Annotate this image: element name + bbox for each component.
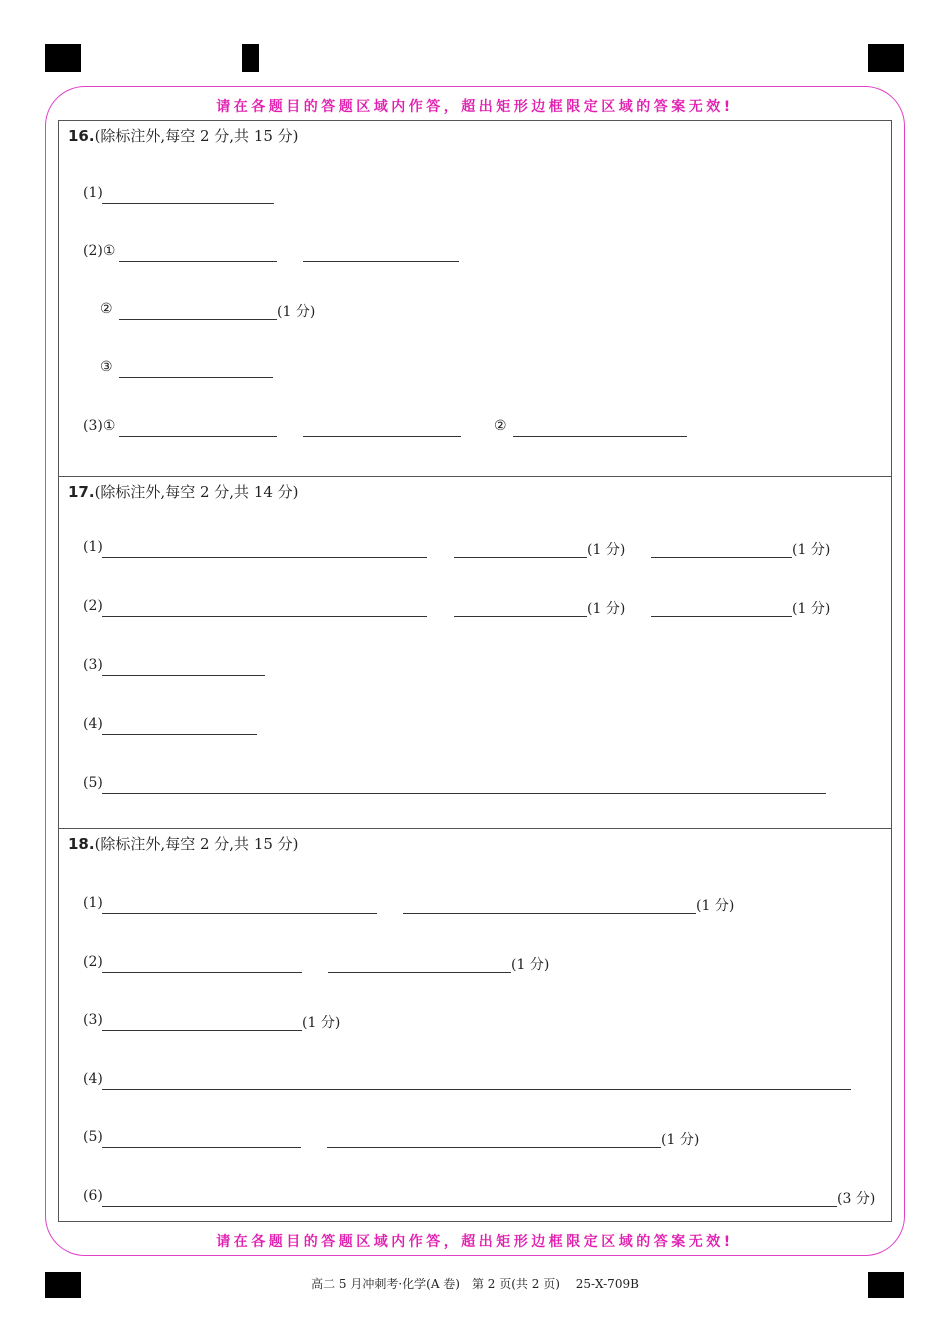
instruction-bottom: 请在各题目的答题区域内作答，超出矩形边框限定区域的答案无效!	[216, 1234, 734, 1250]
answer-blank[interactable]	[119, 377, 273, 378]
instruction-top: 请在各题目的答题区域内作答，超出矩形边框限定区域的答案无效!	[216, 99, 734, 115]
row-label: ②	[100, 301, 113, 317]
registration-mark-top-left	[45, 44, 81, 72]
question-18-header	[68, 833, 299, 854]
question-16-header	[68, 125, 299, 146]
row-label: ②	[494, 418, 507, 434]
answer-blank[interactable]	[102, 1089, 851, 1090]
answer-blank[interactable]	[651, 557, 792, 558]
answer-blank[interactable]	[102, 972, 302, 973]
row-label: (1)	[83, 539, 103, 555]
row-label: (2)①	[83, 243, 116, 259]
row-label: (5)	[83, 1129, 103, 1145]
points-label: (1 分)	[661, 1132, 700, 1148]
row-label: (4)	[83, 1071, 103, 1087]
row-label: (5)	[83, 775, 103, 791]
question-note: (除标注外,每空 2 分,共 15 分)	[94, 835, 299, 853]
points-label: (1 分)	[511, 957, 550, 973]
answer-blank[interactable]	[102, 1030, 302, 1031]
answer-blank[interactable]	[327, 1147, 661, 1148]
answer-blank[interactable]	[119, 319, 277, 320]
answer-blank[interactable]	[119, 436, 277, 437]
row-label: (3)	[83, 657, 103, 673]
answer-blank[interactable]	[403, 913, 696, 914]
row-label: (4)	[83, 716, 103, 732]
points-label: (1 分)	[302, 1015, 341, 1031]
row-label: (1)	[83, 185, 103, 201]
row-label: ③	[100, 359, 113, 375]
question-number: 16.	[68, 127, 95, 145]
answer-blank[interactable]	[102, 203, 274, 204]
points-label: (1 分)	[587, 601, 626, 617]
points-label: (1 分)	[587, 542, 626, 558]
answer-blank[interactable]	[119, 261, 277, 262]
question-16-section	[59, 121, 891, 476]
answer-blank[interactable]	[102, 793, 826, 794]
question-18-section	[59, 828, 891, 1222]
answer-blank[interactable]	[102, 1206, 837, 1207]
question-17-header	[68, 481, 299, 502]
answer-blank[interactable]	[102, 616, 427, 617]
question-17-section	[59, 476, 891, 829]
row-label: (2)	[83, 954, 103, 970]
question-note: (除标注外,每空 2 分,共 14 分)	[94, 483, 299, 501]
answer-blank[interactable]	[651, 616, 792, 617]
answer-blank[interactable]	[102, 913, 377, 914]
answer-blank[interactable]	[513, 436, 687, 437]
question-number: 17.	[68, 483, 95, 501]
question-note: (除标注外,每空 2 分,共 15 分)	[94, 127, 299, 145]
answer-grid	[58, 120, 892, 1222]
points-label: (1 分)	[696, 898, 735, 914]
answer-blank[interactable]	[328, 972, 511, 973]
points-label: (1 分)	[277, 304, 316, 320]
row-label: (3)①	[83, 418, 116, 434]
answer-blank[interactable]	[102, 1147, 301, 1148]
answer-blank[interactable]	[454, 616, 587, 617]
points-label: (1 分)	[792, 542, 831, 558]
answer-blank[interactable]	[102, 734, 257, 735]
page-footer: 高二 5 月冲刺考·化学(A 卷) 第 2 页(共 2 页) 25-X-709B	[311, 1277, 639, 1291]
answer-blank[interactable]	[454, 557, 587, 558]
question-number: 18.	[68, 835, 95, 853]
points-label: (1 分)	[792, 601, 831, 617]
registration-mark-top-right	[868, 44, 904, 72]
registration-mark-top-center	[242, 44, 259, 72]
row-label: (6)	[83, 1188, 103, 1204]
row-label: (1)	[83, 895, 103, 911]
row-label: (3)	[83, 1012, 103, 1028]
answer-blank[interactable]	[102, 557, 427, 558]
answer-blank[interactable]	[102, 675, 265, 676]
row-label: (2)	[83, 598, 103, 614]
points-label: (3 分)	[837, 1191, 876, 1207]
answer-blank[interactable]	[303, 436, 461, 437]
answer-blank[interactable]	[303, 261, 459, 262]
